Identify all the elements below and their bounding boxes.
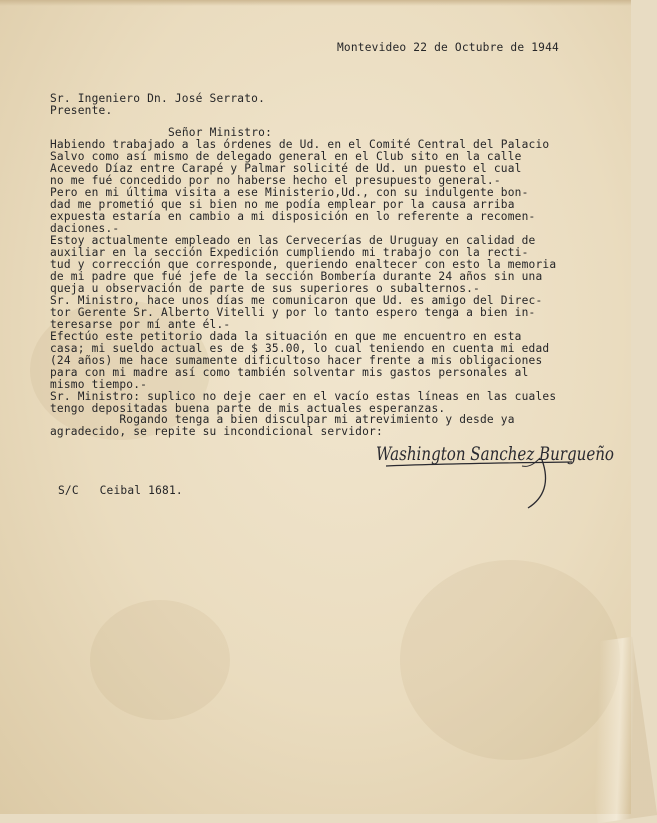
body-line: (24 años) me hace sumamente dificultoso hacer frente a mis obligaciones bbox=[50, 354, 543, 367]
body-line: Estoy actualmente empleado en las Cervecerías de Uruguay en calidad de bbox=[50, 234, 536, 247]
recipient-name: Sr. Ingeniero Dn. José Serrato. bbox=[50, 92, 265, 105]
recipient-presente: Presente. bbox=[50, 104, 113, 117]
body-line: de mi padre que fué jefe de la sección Bombería durante 24 años sin una bbox=[50, 270, 543, 283]
body-line: no me fué concedido por no haberse hecho el presupuesto general.- bbox=[50, 174, 501, 187]
body-line: mismo tiempo.- bbox=[50, 378, 148, 391]
closing-line-1: Rogando tenga a bien disculpar mi atrevimiento y desde ya bbox=[50, 413, 515, 426]
handwritten-signature bbox=[372, 432, 622, 510]
body-line: auxiliar en la sección Expedición cumpliendo mi trabajo con la recti- bbox=[50, 246, 529, 259]
body-line: expuesta estaría en cambio a mi disposición en lo referente a recomen- bbox=[50, 210, 536, 223]
body-line: queja u observación de parte de sus superiores o subalternos.- bbox=[50, 282, 480, 295]
body-line: tud y corrección que corresponde, queriendo enaltecer con esto la memoria bbox=[50, 258, 557, 271]
letter-date: Montevideo 22 de Octubre de 1944 bbox=[337, 41, 559, 54]
body-line: Habiendo trabajado a las órdenes de Ud. en el Comité Central del Palacio bbox=[50, 138, 550, 151]
recipient-block bbox=[50, 93, 265, 117]
letter-body bbox=[50, 139, 556, 415]
letter-greeting: Señor Ministro: bbox=[168, 126, 273, 139]
body-line: dad me prometió que si bien no me podía emplear por la causa arriba bbox=[50, 198, 515, 211]
body-line: Sr. Ministro, hace unos días me comunicaron que Ud. es amigo del Direc- bbox=[50, 294, 543, 307]
body-line: Efectúo este petitorio dada la situación en que me encuentro en esta bbox=[50, 330, 522, 343]
body-line: para con mi madre así como también solventar mis gastos personales al bbox=[50, 366, 529, 379]
body-line: tor Gerente Sr. Alberto Vitelli y por lo tanto espero tenga a bien in- bbox=[50, 306, 536, 319]
paper-top-edge bbox=[0, 0, 631, 6]
body-line: Salvo como así mismo de delegado general en el Club sito en la calle bbox=[50, 150, 522, 163]
body-line: daciones.- bbox=[50, 222, 120, 235]
closing-line-2: agradecido, se repite su incondicional servidor: bbox=[50, 425, 383, 438]
signature-tail bbox=[528, 460, 546, 508]
signature-text: Washington Sanchez Burgueño bbox=[376, 443, 614, 465]
body-line: teresarse por mí ante él.- bbox=[50, 318, 231, 331]
body-line: Acevedo Díaz entre Carapé y Palmar solicité de Ud. un puesto el cual bbox=[50, 162, 522, 175]
body-line: Sr. Ministro: suplico no deje caer en el vacío estas líneas en las cuales bbox=[50, 390, 557, 403]
paper-fold-crease bbox=[573, 637, 657, 823]
body-line: Pero en mi última visita a ese Ministerio,Ud., con su indulgente bon- bbox=[50, 186, 529, 199]
paper-stain bbox=[90, 600, 230, 720]
sender-address: S/C Ceibal 1681. bbox=[58, 484, 183, 497]
body-line: tengo depositadas buena parte de mis actuales esperanzas. bbox=[50, 402, 446, 415]
body-line: casa; mi sueldo actual es de $ 35.00, lo cual teniendo en cuenta mi edad bbox=[50, 342, 550, 355]
